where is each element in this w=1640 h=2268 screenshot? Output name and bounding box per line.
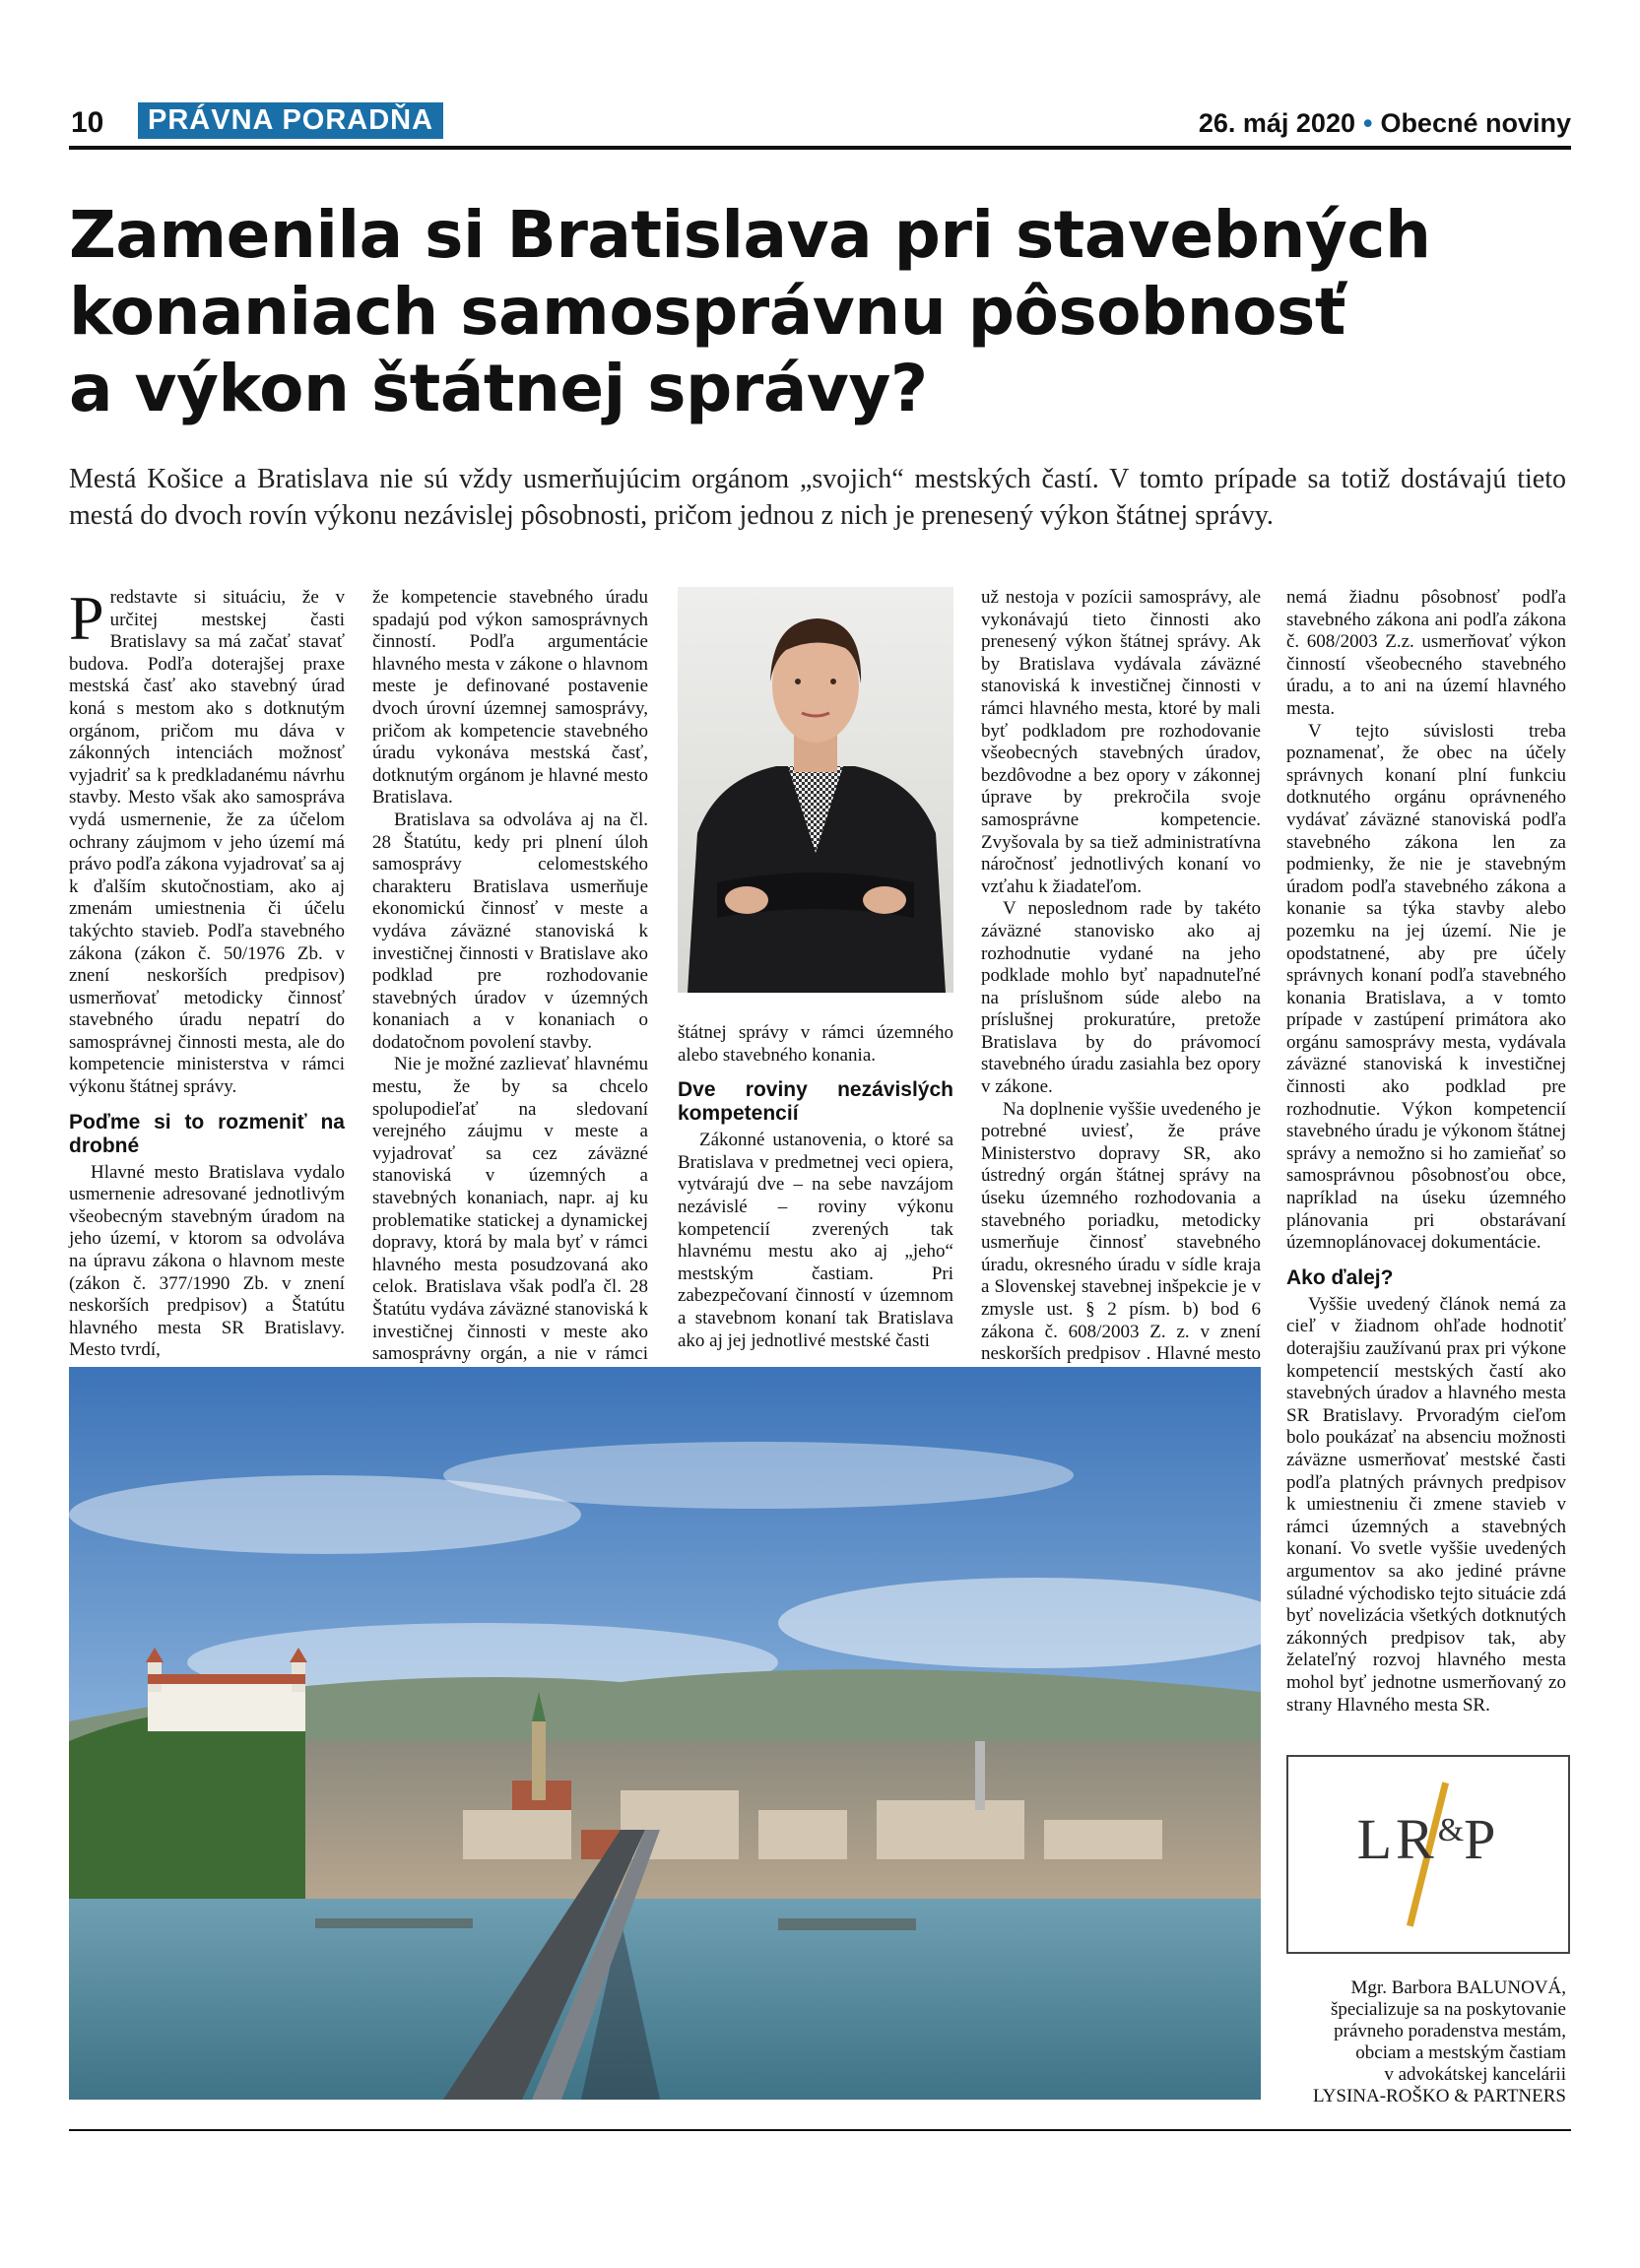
paragraph: Hlavné mesto Bratislava vydalo usmernenie adresované jednotlivým všeobecným stavebným úradom na jeho území, v ktorom sa odvoláva na úpravu zákona o hlavnom meste (zákon č. 377/1990 Zb. v znení neskorších predpisov) a Štatútu hlavného mesta SR Bratislavy. Mesto tvrdí, bbox=[69, 1161, 345, 1361]
paragraph: Na doplnenie vyššie uvedeného je potrebné uviesť, že práve Ministerstvo dopravy SR, ako ústredný orgán štátnej správy na úseku územného rozhodovania a stavebného poriadku, metodicky usmerňuje činnosť stavebného úradu, okresného úradu v sídle kraja a Slovenskej stavebnej inšpekcie je v zmysle ust. § 2 písm. b) bod 6 zákona č. 608/2003 Z. z. v znení neskorších predpisov . Hlavné mesto bbox=[981, 1098, 1261, 1365]
paragraph: že kompetencie stavebného úradu spadajú pod výkon samosprávnych činností. Podľa argumentácie hlavného mesta v zákone o hlavnom meste je definované postavenie dvoch úrovní územnej samosprávy, pričom ak kompetencie stavebného úradu vykonáva mestská časť, dotknutým orgánom je hlavné mesto Bratislava. bbox=[372, 587, 648, 809]
caption-line: špecializuje sa na poskytovanie bbox=[1330, 1999, 1566, 2020]
logo-ampersand: & bbox=[1437, 1812, 1465, 1848]
headline-line: konaniach samosprávnu pôsobnosť bbox=[69, 274, 1345, 350]
section-tag: PRÁVNA PORADŇA bbox=[138, 102, 443, 139]
logo-lr: LR bbox=[1356, 1807, 1438, 1871]
paragraph: Zákonné ustanovenia, o ktoré sa Bratislava v predmetnej veci opiera, vytvárajú dve – na sebe navzájom nezávislé – roviny výkonu kompetencií zverených tak hlavnému mestu ako aj „jeho“ mestským častiam. Pri zabezpečovaní činností v územnom a stavebnom konaní tak Bratislava ako aj jej jednotlivé mestské časti bbox=[678, 1130, 953, 1351]
paragraph bbox=[69, 583, 345, 1099]
lrp-logo bbox=[1286, 1755, 1570, 1954]
caption-line: obciam a mestským častiam bbox=[1355, 2042, 1566, 2063]
paragraph-text: redstavte si situáciu, že v určitej mestskej časti Bratislavy sa má začať stavať budova. Podľa doterajšej praxe mestská časť ako stavebný úrad koná s mestom ako s dotknutým orgánom, pričom mu dáva v zákonných intenciách možnosť vyjadriť sa k predkladanému návrhu stavby. Mesto však ako samospráva vydá usmernenie, že za účelom ochrany záujmom v jeho území má právo podľa zákona vyjadrovať sa aj k ďalším skutočnostiam, ako aj zmenám umiestnenia či účelu takýchto stavieb. Podľa stavebného zákona (zákon č. 50/1976 Zb. v znení neskorších predpisov) usmerňovať metodicky činnosť stavebného úradu nepatrí do samosprávnej činnosti mesta, ale do kompetencie ministerstva v rámci výkonu štátnej správy. bbox=[69, 587, 345, 1098]
author-portrait-photo bbox=[678, 587, 953, 993]
city-illustration bbox=[69, 1367, 1261, 2100]
drop-cap: P bbox=[69, 583, 104, 653]
bratislava-panorama-photo bbox=[69, 1367, 1261, 2100]
paragraph: Nie je možné zazlievať hlavnému mestu, že by sa chcelo spolupodieľať na sledovaní verejného záujmu v meste a vyjadrovať sa cez záväzné stanoviská v územných a stavebných konaniach, napr. aj ku problematike statickej a dynamickej dopravy, ktorá by mala byť v rámci hlavného mesta posudzovaná ako celok. Bratislava však podľa čl. 28 Štatútu vydáva záväzné stanoviská k investičnej činnosti v meste ako samosprávny orgán, a nie v rámci bbox=[372, 1054, 648, 1365]
lead-paragraph: Mestá Košice a Bratislava nie sú vždy usmerňujúcim orgánom „svojich“ mestských častí. V tomto prípade sa totiž dostávajú tieto mestá do dvoch rovín výkonu nezávislej pôsobnosti, pričom jednou z nich je prenesený výkon štátnej správy. bbox=[69, 464, 1566, 531]
issue-date: 26. máj 2020 bbox=[1198, 108, 1355, 138]
subheading: Dve roviny nezávislých kompetencií bbox=[678, 1078, 953, 1126]
paragraph: štátnej správy v rámci územného alebo stavebného konania. bbox=[678, 1022, 953, 1066]
column-4 bbox=[981, 587, 1261, 1388]
headline bbox=[69, 197, 1566, 427]
column-1 bbox=[69, 583, 345, 1362]
portrait-illustration bbox=[678, 587, 953, 993]
subheading: Ako ďalej? bbox=[1286, 1265, 1394, 1289]
headline-line: a výkon štátnej správy? bbox=[69, 351, 928, 426]
headline-line: Zamenila si Bratislava pri stavebných bbox=[69, 197, 1431, 273]
page-number: 10 bbox=[71, 106, 104, 139]
paragraph: V tejto súvislosti treba poznamenať, že obec na účely správnych konaní plní funkciu dotknutého orgánu oprávneného vydávať záväzné stanoviská podľa stavebného zákona len za podmienky, že nie je stavebným úradom podľa stavebného zákona a konanie sa týka stavby alebo pozemku na jej území. Nie je opodstatnené, aby pre účely správnych konaní podľa stavebného konania Bratislava, a v tomto prípade v zastúpení primátora ako orgánu samosprávy mesta, vydávala záväzné stanoviská k investičnej činnosti ako podklad pre rozhodnutie. Výkon kompetencií stavebného úradu je výkonom štátnej správy a nemožno si ho zamieňať so samosprávnou pôsobnosťou obce, napríklad na úseku územného plánovania pri obstarávaní územnoplánovacej dokumentácie. bbox=[1286, 720, 1566, 1254]
paragraph: Bratislava sa odvoláva aj na čl. 28 Štatútu, kedy pri plnení úloh samosprávy celomestského charakteru Bratislava usmerňuje ekonomickú činnosť v meste a vydáva záväzné stanoviská k investičnej činnosti v Bratislave ako podklad pre rozhodovanie stavebných úradov v územných konaniach a v konaniach o dodatočnom povolení stavby. bbox=[372, 809, 648, 1053]
separator-dot: • bbox=[1362, 108, 1373, 138]
caption-line: v advokátskej kancelárii bbox=[1384, 2064, 1566, 2085]
author-caption bbox=[1286, 1977, 1566, 2107]
subheading: Poďme si to rozmeniť na drobné bbox=[69, 1110, 345, 1157]
caption-line: Mgr. Barbora BALUNOVÁ, bbox=[1350, 1977, 1566, 1998]
paragraph: V neposlednom rade by takéto záväzné stanovisko ako aj rozhodnutie vydané na jeho podklade mohlo byť napadnuteľné na príslušnom súde alebo na príslušnej prokuratúre, pretože Bratislava by do právomocí stavebného úradu zasiahla bez opory v zákone. bbox=[981, 898, 1261, 1098]
caption-line: LYSINA-ROŠKO & PARTNERS bbox=[1312, 2086, 1566, 2106]
footer-rule bbox=[69, 2129, 1571, 2131]
header-rule bbox=[69, 146, 1571, 150]
caption-line: právneho poradenstva mestám, bbox=[1334, 2021, 1566, 2041]
logo-p: P bbox=[1464, 1807, 1500, 1871]
paragraph: nemá žiadnu pôsobnosť podľa stavebného zákona ani podľa zákona č. 608/2003 Z.z. usmerňovať výkon činností všeobecného stavebného úradu, a to ani na území hlavného mesta. bbox=[1286, 587, 1566, 719]
logo-text bbox=[1288, 1806, 1568, 1872]
dateline bbox=[1199, 108, 1571, 139]
paragraph: už nestoja v pozícii samosprávy, ale vykonávajú tieto činnosti ako prenesený výkon štátnej správy. Ak by Bratislava vydávala záväzné stanoviská k investičnej činnosti v rámci hlavného mesta, ktoré by mali byť podkladom pre rozhodovanie všeobecných stavebných úradov, bezdôvodne a bez opory v zákonnej úprave by prekročila svoje samosprávne kompetencie. Zvyšovala by sa tiež administratívna náročnosť jednotlivých konaní vo vzťahu k žiadateľom. bbox=[981, 587, 1261, 897]
publication-name: Obecné noviny bbox=[1380, 108, 1571, 138]
paragraph: Vyššie uvedený článok nemá za cieľ v žiadnom ohľade hodnotiť doterajšiu zaužívanú prax pri výkone kompetencií mestských častí ako stavebných úradov a hlavného mesta SR Bratislavy. Prvoradým cieľom bolo poukázať na absenciu možnosti záväzne usmerňovať mestské časti podľa platných právnych predpisov k umiestneniu či zmene stavieb v rámci územných a stavebných konaní. Vo svetle vyššie uvedených argumentov sa ako jediné právne súladné východisko tejto situácie zdá byť novelizácia všetkých dotknutých zákonných predpisov tak, aby želateľný rozvoj hlavného mesta mohol byť jednotne usmerňovaný zo strany Hlavného mesta SR. bbox=[1286, 1293, 1566, 1716]
column-5 bbox=[1286, 587, 1566, 1717]
column-3 bbox=[678, 1022, 953, 1352]
column-2 bbox=[372, 587, 648, 1388]
